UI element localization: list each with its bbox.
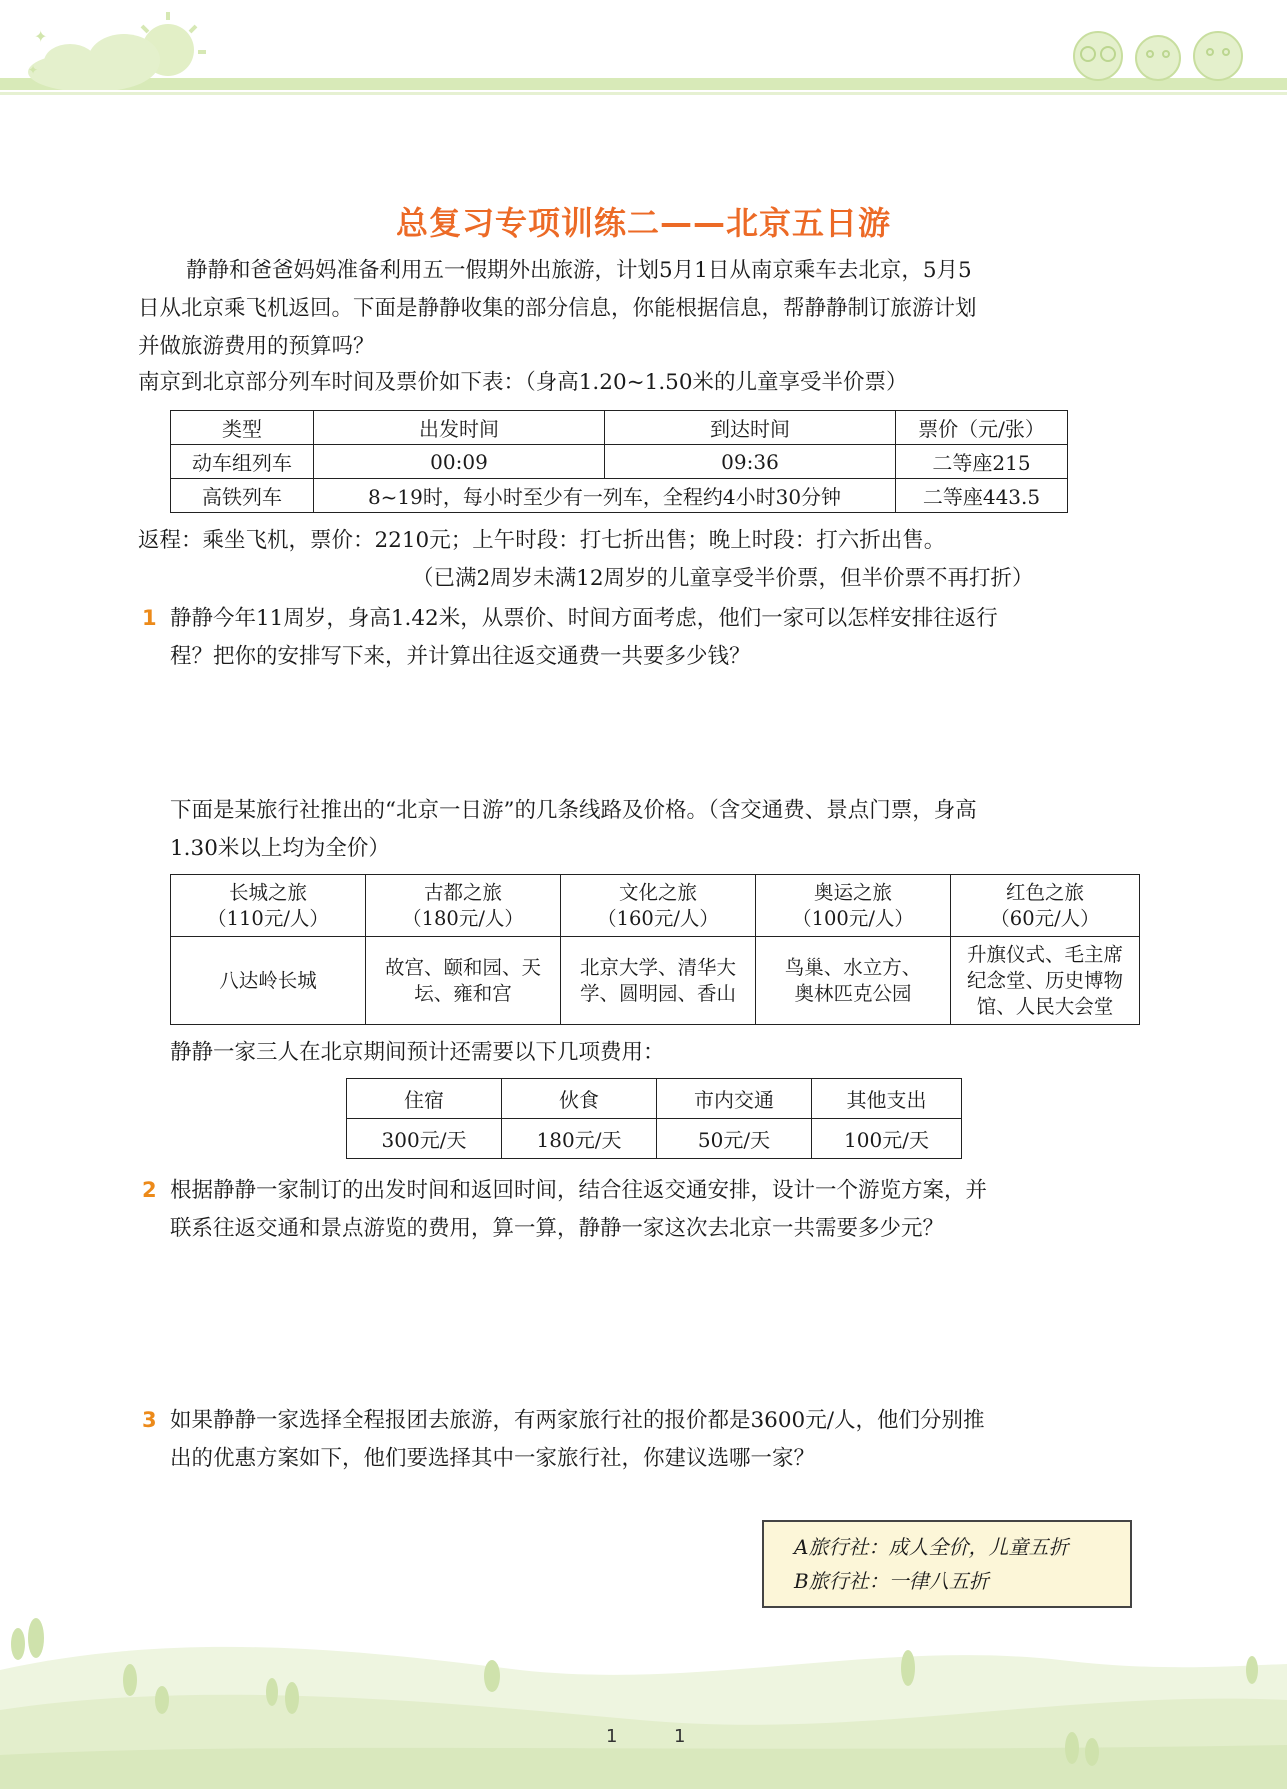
return-note: （已满2周岁未满12周岁的儿童享受半价票，但半价票不再打折） (412, 566, 1034, 591)
table-row (171, 445, 1068, 479)
tour-name-cell (756, 875, 951, 937)
tour-price: （60元/人） (990, 906, 1100, 930)
landscape-background (0, 1580, 1287, 1789)
tour-sites-cell (951, 937, 1140, 1025)
tour-price: （100元/人） (792, 906, 914, 930)
tour-site: 奥林匹克公园 (794, 981, 912, 1005)
intro-line: 日从北京乘飞机返回。下面是静静收集的部分信息，你能根据信息，帮静静制订旅游计划 (138, 296, 977, 321)
question-line: 联系往返交通和景点游览的费用，算一算，静静一家这次去北京一共需要多少元？ (170, 1216, 945, 1241)
table-cell: 09:36 (605, 445, 896, 479)
table-cell: 180元/天 (502, 1119, 657, 1159)
intro-line: 并做旅游费用的预算吗？ (138, 334, 375, 359)
table-cell: 动车组列车 (171, 445, 314, 479)
tour-price: （160元/人） (597, 906, 719, 930)
tour-sites-cell (171, 937, 366, 1025)
table-row (171, 937, 1140, 1025)
page-number: 1 (674, 1726, 686, 1747)
tour-table-header (171, 875, 1140, 937)
question-line: 如果静静一家选择全程报团去旅游，有两家旅行社的报价都是3600元/人，他们分别推 (170, 1408, 985, 1433)
table-header-cell: 到达时间 (605, 411, 896, 445)
table-row (347, 1119, 962, 1159)
tour-intro-line: 下面是某旅行社推出的“北京一日游”的几条线路及价格。（含交通费、景点门票，身高 (170, 798, 977, 823)
tour-table (170, 874, 1140, 1025)
tour-name: 红色之旅 (1005, 880, 1084, 904)
return-line: 返程：乘坐飞机，票价：2210元；上午时段：打七折出售；晚上时段：打六折出售。 (138, 528, 946, 553)
table-cell: 二等座215 (896, 445, 1068, 479)
tour-name-cell (366, 875, 561, 937)
cost-table-header (347, 1079, 962, 1119)
tour-site: 馆、人民大会堂 (976, 994, 1114, 1018)
question-number: 3 (142, 1408, 157, 1432)
table-cell: 50元/天 (657, 1119, 812, 1159)
tour-sites-cell (756, 937, 951, 1025)
tour-site: 纪念堂、历史博物 (966, 968, 1123, 992)
tour-site: 八达岭长城 (219, 968, 317, 992)
table-cell: 00:09 (314, 445, 605, 479)
tour-sites-cell (561, 937, 756, 1025)
question-line: 程？把你的安排写下来，并计算出往返交通费一共要多少钱？ (170, 644, 751, 669)
tour-site: 鸟巢、水立方、 (784, 955, 922, 979)
train-intro: 南京到北京部分列车时间及票价如下表：（身高1.20~1.50米的儿童享受半价票） (138, 370, 908, 395)
tour-site: 学、圆明园、香山 (579, 981, 736, 1005)
table-cell: 100元/天 (812, 1119, 962, 1159)
train-table-header (171, 411, 1068, 445)
header-band-thin (0, 92, 1287, 95)
question-1 (170, 600, 998, 676)
tour-name-cell (171, 875, 366, 937)
tour-site: 升旗仪式、毛主席 (966, 942, 1123, 966)
question-line: 静静今年11周岁，身高1.42米，从票价、时间方面考虑，他们一家可以怎样安排往返行 (170, 606, 998, 631)
tour-name: 文化之旅 (618, 880, 697, 904)
table-header-cell: 伙食 (502, 1079, 657, 1119)
tour-intro-line: 1.30米以上均为全价） (170, 836, 390, 861)
question-2 (170, 1172, 987, 1248)
table-header-cell: 出发时间 (314, 411, 605, 445)
tour-price: （180元/人） (402, 906, 524, 930)
animal-faces-icon (1058, 22, 1258, 84)
tour-name: 长城之旅 (228, 880, 307, 904)
table-header-cell: 住宿 (347, 1079, 502, 1119)
tour-sites-cell (366, 937, 561, 1025)
sun-cloud-icon (20, 8, 210, 90)
tour-name-cell (561, 875, 756, 937)
tour-name: 奥运之旅 (813, 880, 892, 904)
question-line: 根据静静一家制订的出发时间和返回时间，结合往返交通安排，设计一个游览方案，并 (170, 1178, 988, 1203)
tour-intro (170, 792, 977, 868)
tour-site: 故宫、颐和园、天 (384, 955, 541, 979)
question-line: 出的优惠方案如下，他们要选择其中一家旅行社，你建议选哪一家？ (170, 1446, 816, 1471)
page-title: 总复习专项训练二——北京五日游 (395, 204, 891, 242)
svg-text:✦: ✦ (34, 27, 48, 46)
tour-site: 北京大学、清华大 (579, 955, 736, 979)
tour-name-cell (951, 875, 1140, 937)
table-header-cell: 类型 (171, 411, 314, 445)
train-table (170, 410, 1068, 513)
table-header-cell: 票价（元/张） (896, 411, 1068, 445)
table-header-cell: 其他支出 (812, 1079, 962, 1119)
cost-intro: 静静一家三人在北京期间预计还需要以下几项费用： (170, 1040, 665, 1065)
question-number: 2 (142, 1178, 157, 1202)
svg-text:✦: ✦ (28, 63, 39, 77)
agency-b-text: B旅行社：一律八五折 (794, 1569, 989, 1593)
agency-a-text: A旅行社：成人全价，儿童五折 (794, 1535, 1069, 1559)
page-number: 1 (606, 1726, 618, 1747)
table-cell: 300元/天 (347, 1119, 502, 1159)
table-row (171, 479, 1068, 513)
table-header-cell: 市内交通 (657, 1079, 812, 1119)
table-cell: 高铁列车 (171, 479, 314, 513)
cost-table (346, 1078, 962, 1159)
question-number: 1 (142, 606, 157, 630)
intro-line: 静静和爸爸妈妈准备利用五一假期外出旅游，计划5月1日从南京乘车去北京，5月5 (186, 258, 972, 283)
tour-price: （110元/人） (207, 906, 329, 930)
intro-text (138, 252, 1142, 366)
tour-name: 古都之旅 (423, 880, 502, 904)
table-cell: 二等座443.5 (896, 479, 1068, 513)
table-cell: 8~19时，每小时至少有一列车，全程约4小时30分钟 (314, 479, 896, 513)
tour-site: 坛、雍和宫 (414, 981, 512, 1005)
question-3 (170, 1402, 984, 1478)
